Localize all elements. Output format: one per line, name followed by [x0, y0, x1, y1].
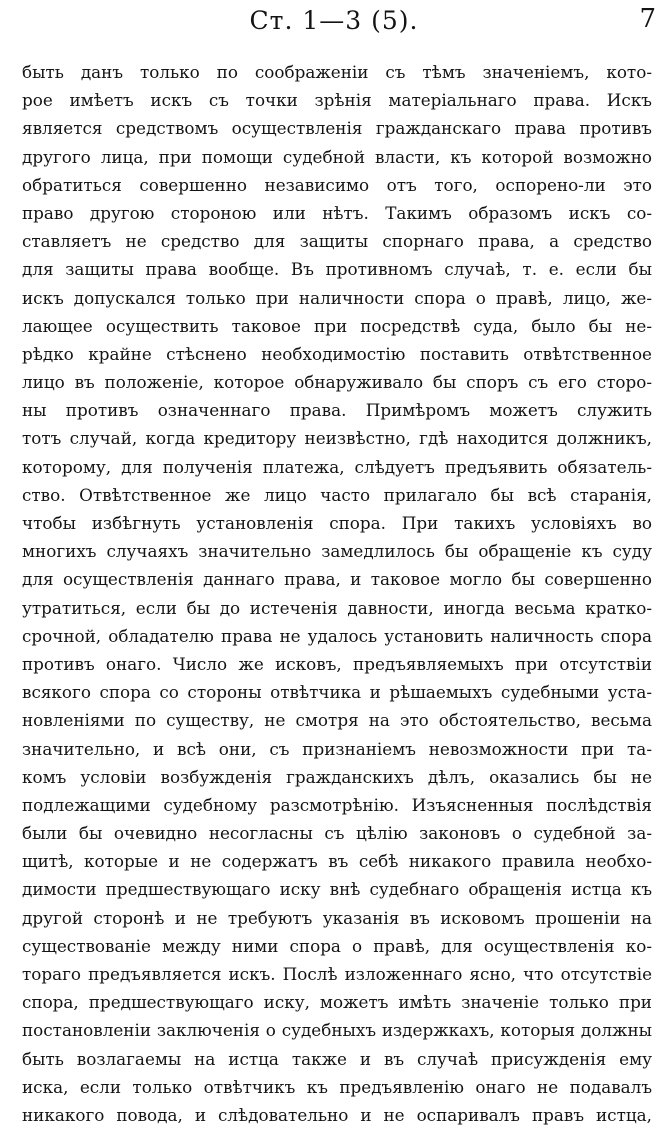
text-line: которому, для полученія платежа, слѣдуетъ предъявить обязатель- — [22, 456, 652, 477]
text-line: тораго предъявляется искъ. Послѣ изложеннаго ясно, что отсутствіе — [22, 964, 652, 984]
text-line: быть возлагаемы на истца также и въ случаѣ присужденія ему — [22, 1048, 652, 1069]
text-line: тотъ случай, когда кредитору неизвѣстно, гдѣ находится должникъ, — [22, 428, 652, 449]
text-line: чтобы избѣгнуть установленія спора. При такихъ условіяхъ во — [22, 513, 652, 533]
text-line: значительно, и всѣ они, съ признаніемъ невозможности при та- — [22, 738, 652, 759]
page-header — [0, 2, 668, 38]
text-line: существованіе между ними спора о правѣ, для осуществленія ко- — [22, 935, 652, 956]
text-line: является средствомъ осуществленія гражданскаго права противъ — [22, 118, 652, 139]
text-line: никакого повода, и слѣдовательно и не оспаривалъ правъ истца, — [22, 1104, 652, 1125]
text-line: срочной, обладателю права не удалось установить наличность спора — [22, 625, 652, 646]
text-line: димости предшествующаго иску внѣ судебнаго обращенія истца къ — [22, 879, 652, 900]
text-line: обратиться совершенно независимо отъ того, оспорено-ли это — [22, 174, 652, 195]
text-line: ставляетъ не средство для защиты спорнаго права, а средство — [22, 231, 652, 252]
text-line: постановленіи заключенія о судебныхъ издержкахъ, которыя должны — [22, 1020, 652, 1041]
text-line: щитѣ, которые и не содержатъ въ себѣ никакого правила необхо- — [22, 851, 652, 872]
text-line: ны противъ означеннаго права. Примѣромъ можетъ служить — [22, 400, 652, 421]
text-line: быть данъ только по соображеніи съ тѣмъ значеніемъ, кото- — [22, 62, 652, 82]
text-line: для осуществленія даннаго права, и таковое могло бы совершенно — [22, 569, 652, 590]
text-line: противъ онаго. Число же исковъ, предъявляемыхъ при отсутствіи — [22, 653, 652, 674]
text-line: новленіями по существу, не смотря на это обстоятельство, весьма — [22, 710, 652, 731]
text-line: рое имѣетъ искъ съ точки зрѣнія матеріальнаго права. Искъ — [22, 90, 652, 111]
page-number: 7 — [639, 4, 656, 34]
text-line: иска, если только отвѣтчикъ къ предъявленію онаго не подавалъ — [22, 1076, 652, 1097]
text-line: лицо въ положеніе, которое обнаруживало бы споръ съ его сторо- — [22, 372, 652, 393]
body-paragraph — [22, 58, 652, 1129]
text-line: для защиты права вообще. Въ противномъ случаѣ, т. е. если бы — [22, 259, 652, 280]
text-line: всякого спора со стороны отвѣтчика и рѣшаемыхъ судебными уста- — [22, 682, 652, 703]
text-line: право другою стороною или нѣтъ. Такимъ образомъ искъ со- — [22, 202, 652, 223]
text-line: другого лица, при помощи судебной власти, къ которой возможно — [22, 146, 652, 167]
text-line: искъ допускался только при наличности спора о правѣ, лицо, же- — [22, 287, 652, 308]
text-line: были бы очевидно несогласны съ цѣлію законовъ о судебной за- — [22, 823, 652, 844]
text-line: лающее осуществить таковое при посредствѣ суда, было бы не- — [22, 315, 652, 336]
text-line: спора, предшествующаго иску, можетъ имѣть значеніе только при — [22, 992, 652, 1013]
text-line: многихъ случаяхъ значительно замедлилось бы обращеніе къ суду — [22, 541, 652, 562]
running-title: Ст. 1—3 (5). — [249, 6, 419, 35]
text-line: утратиться, если бы до истеченія давности, иногда весьма кратко- — [22, 597, 652, 618]
text-line: комъ условіи возбужденія гражданскихъ дѣлъ, оказались бы не — [22, 766, 652, 787]
text-line: ство. Отвѣтственное же лицо часто прилагало бы всѣ старанія, — [22, 484, 652, 505]
text-line: рѣдко крайне стѣснено необходимостію поставить отвѣтственное — [22, 343, 652, 364]
text-line: подлежащими судебному разсмотрѣнію. Изъясненныя послѣдствія — [22, 794, 652, 815]
text-line: другой сторонѣ и не требуютъ указанія въ исковомъ прошеніи на — [22, 907, 652, 928]
